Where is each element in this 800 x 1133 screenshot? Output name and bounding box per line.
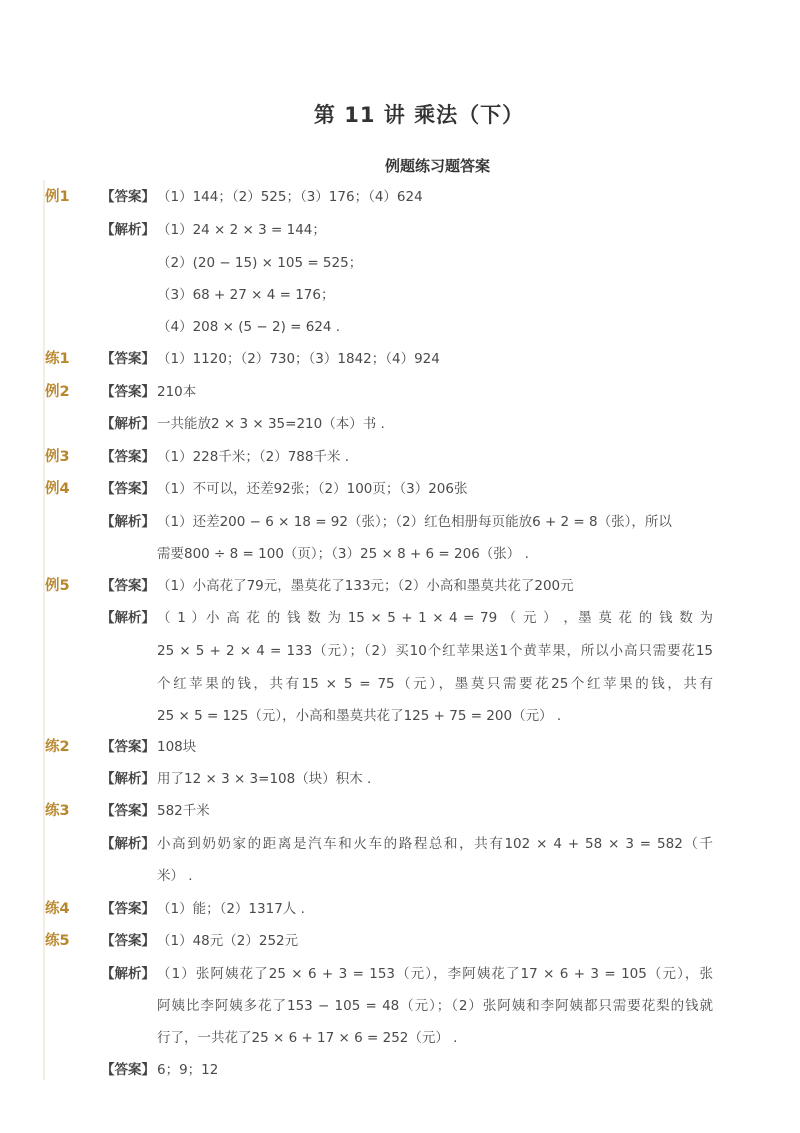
analysis-text: （1）张阿姨花了25 × 6 + 3 = 153（元），李阿姨花了17 × 6 + 3 = 105（元），张 [157,966,713,982]
answer-text: 108块 [157,739,197,755]
answer-row [0,380,800,404]
analysis-text: （ 1 ）小 高 花 的 钱 数 为 15 × 5 + 1 × 4 = 79 （ 元 ） ，墨 莫 花 的 钱 数 为 [157,610,713,626]
analysis-line [0,639,800,663]
answer-tag: 【答案】 [101,1062,155,1078]
answer-row [0,574,800,598]
answer-text: 6；9；12 [157,1062,219,1078]
problem-label: 例5 [45,578,70,594]
answer-tag: 【答案】 [101,901,155,917]
analysis-line [0,283,800,307]
page-title: 第 11 讲 乘法（下） [313,103,525,127]
analysis-line [0,864,800,888]
analysis-text: 25 × 5 = 125（元），小高和墨莫共花了125 + 75 = 200（元） . [157,708,562,724]
analysis-text: （1）24 × 2 × 3 = 144； [157,222,326,238]
analysis-text: 小高到奶奶家的距离是汽车和火车的路程总和，共有102 × 4 + 58 × 3 = 582（千 [157,836,713,852]
analysis-text: 米） . [157,868,193,884]
analysis-row [0,832,800,856]
analysis-line [0,542,800,566]
answer-tag: 【答案】 [101,803,155,819]
analysis-tag: 【解析】 [101,771,155,787]
analysis-text: （4）208 × (5 − 2) = 624 . [157,319,341,335]
analysis-row [0,218,800,242]
problem-label: 例4 [45,481,70,497]
answer-tag: 【答案】 [101,384,155,400]
answer-row [0,735,800,759]
analysis-row [0,510,800,534]
analysis-text: 25 × 5 + 2 × 4 = 133（元）；（2）买10个红苹果送1个黄苹果，所以小高只需要花15 [157,643,713,659]
analysis-text: （1）还差200 − 6 × 18 = 92（张）；（2）红色相册每页能放6 + 2 = 8（张），所以 [157,514,672,530]
analysis-line [0,994,800,1018]
answer-tag: 【答案】 [101,189,155,205]
answer-row [0,477,800,501]
answer-tag: 【答案】 [101,578,155,594]
analysis-text: 行了，一共花了25 × 6 + 17 × 6 = 252（元） . [157,1030,458,1046]
answer-row [0,897,800,921]
answer-text: 210本 [157,384,197,400]
answer-row [0,799,800,823]
analysis-tag: 【解析】 [101,610,155,626]
answer-tag: 【答案】 [101,351,155,367]
answer-row [0,1058,800,1082]
analysis-tag: 【解析】 [101,222,155,238]
analysis-text: 一共能放2 × 3 × 35=210（本）书 . [157,416,385,432]
problem-label: 练3 [45,803,70,819]
answer-text: 582千米 [157,803,210,819]
analysis-tag: 【解析】 [101,836,155,852]
problem-label: 练1 [45,351,70,367]
analysis-line [0,704,800,728]
analysis-tag: 【解析】 [101,966,155,982]
analysis-row [0,962,800,986]
answer-text: （1）能；（2）1317人 . [157,901,305,917]
answer-text: （1）228千米；（2）788千米 . [157,449,350,465]
analysis-row [0,412,800,436]
analysis-text: （2）(20 − 15) × 105 = 525； [157,255,363,271]
analysis-text: 个红苹果的钱，共有15 × 5 = 75（元），墨莫只需要花25个红苹果的钱，共有 [157,676,713,692]
answer-text: （1）48元（2）252元 [157,933,299,949]
analysis-text: 阿姨比李阿姨多花了153 − 105 = 48（元）；（2）张阿姨和李阿姨都只需要花梨的钱就 [157,998,713,1014]
analysis-text: 用了12 × 3 × 3=108（块）积木 . [157,771,372,787]
answer-row [0,185,800,209]
analysis-row [0,767,800,791]
answer-text: （1）小高花了79元，墨莫花了133元；（2）小高和墨莫共花了200元 [157,578,574,594]
answer-text: （1）不可以，还差92张；（2）100页；（3）206张 [157,481,468,497]
answer-row [0,347,800,371]
analysis-text: 需要800 ÷ 8 = 100（页）；（3）25 × 8 + 6 = 206（张） . [157,546,529,562]
problem-label: 练2 [45,739,70,755]
problem-label: 例3 [45,449,70,465]
problem-label: 例1 [45,189,70,205]
analysis-text: （3）68 + 27 × 4 = 176； [157,287,335,303]
problem-label: 练4 [45,901,70,917]
analysis-line [0,672,800,696]
analysis-tag: 【解析】 [101,416,155,432]
analysis-line [0,251,800,275]
analysis-tag: 【解析】 [101,514,155,530]
problem-label: 练5 [45,933,70,949]
analysis-line [0,315,800,339]
answer-tag: 【答案】 [101,481,155,497]
answer-text: （1）144；（2）525；（3）176；（4）624 [157,189,423,205]
answer-row [0,445,800,469]
answer-tag: 【答案】 [101,739,155,755]
answer-tag: 【答案】 [101,933,155,949]
problem-label: 例2 [45,384,70,400]
answer-tag: 【答案】 [101,449,155,465]
page-subtitle: 例题练习题答案 [384,157,490,175]
answer-row [0,929,800,953]
answer-text: （1）1120；（2）730；（3）1842；（4）924 [157,351,440,367]
analysis-line [0,1026,800,1050]
analysis-row [0,606,800,630]
